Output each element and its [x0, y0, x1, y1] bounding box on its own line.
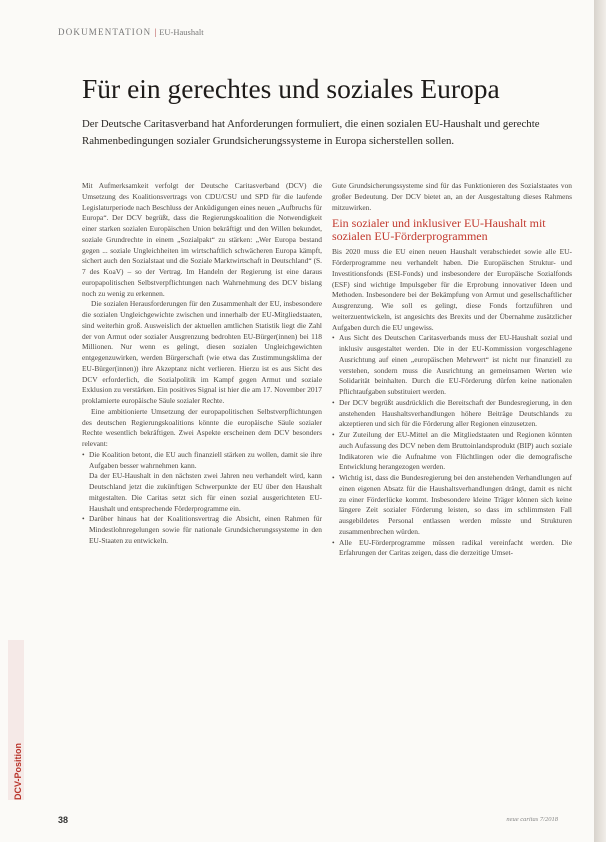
list-item-continuation: Da der EU-Haushalt in den nächsten zwei Jahren neu verhandelt wird, kann Deutschland jetzt die zukünftigen Schwerpunkte der EU über den Haushalt mitgestalten. Die Caritas setzt sich für einen sozial ausgerichteten EU-Haushalt und entsprechende Förderprogramme ein. — [89, 471, 322, 513]
page-number: 38 — [58, 815, 69, 825]
body-paragraph: Eine ambitionierte Umsetzung der europapolitischen Selbstverpflichtungen des deutschen Regierungskoalitions könnte die europäische Säule sozialer Rechte wesentlich bekräftigen. Zwei Aspekte erscheinen dem DCV besonders relevant: — [82, 406, 322, 448]
lead-paragraph: Der Deutsche Caritasverband hat Anforderungen formuliert, die einen sozialen EU-Haushalt und gerechte Rahmenbedingungen sozialer Grundsicherungssysteme in Europa sicherstellen sollen. — [82, 118, 540, 147]
header-separator: | — [154, 27, 157, 37]
page-title: Für ein gerechtes und soziales Europa — [82, 73, 500, 104]
left-column — [82, 181, 322, 547]
list-item: • Der DCV begrüßt ausdrücklich die Bereitschaft der Bundesregierung, in den anstehenden Haushaltsverhandlungen höhere Beiträge Deutschlands zu akzeptieren und sich für die Förderung aller Regionen einzusetzen. — [332, 398, 572, 430]
page-gutter — [594, 0, 606, 842]
bullet-list — [82, 450, 322, 472]
body-paragraph: Gute Grundsicherungssysteme sind für das Funktionieren des Sozialstaates von großer Bedeutung. Der DCV bietet an, an der Ausgestaltung dieses Rahmens mitzuwirken. — [332, 181, 572, 212]
bullet-list — [332, 333, 572, 559]
list-item: • Darüber hinaus hat der Koalitionsvertrag die Absicht, einen Rahmen für Mindestlohnregelungen sowie für nationale Grundsicherungssysteme in den EU-Staaten zu entwickeln. — [82, 514, 322, 546]
side-tab-label: DCV-Position — [13, 742, 23, 800]
list-item: • Wichtig ist, dass die Bundesregierung bei den anstehenden Verhandlungen auf einen eigenen Absatz für die Haushaltsverhandlungen drängt, damit es nicht zu einer Förderlücke kommt. Insbesondere kleine Träger können sich keine längere Zeit sozialer Förderung leisten, so dass im schlimmsten Fall ausgebildetes Personal entlassen werden müsste und Strukturen zusammenbrechen würden. — [332, 473, 572, 538]
body-paragraph: Die sozialen Herausforderungen für den Zusammenhalt der EU, insbesondere die sozialen Ungleichgewichte zwischen und innerhalb der EU-Mitgliedstaaten, sind weiterhin groß. Ausweislich der aktuellen amtlichen Statistik liegt die Zahl der von Armut oder sozialer Ausgrenzung bedrohten EU-Bürger(innen) bei 118 Millionen. Nur wenn es gelingt, diesen sozialen Ungleichgewichten entgegenzuwirken, werden Bürgerschaft (wie etwa das Zustimmungsklima der EU-Bürger(innen)) ihre Akzeptanz nicht verlieren. Hierzu ist es aus Sicht des DCV erforderlich, die Sozialpolitik im Kampf gegen Armut und soziale Exklusion zu verstärken. Ein positives Signal ist hier die am 17. November 2017 proklamierte europäische Säule sozialer Rechte. — [82, 299, 322, 405]
list-item: • Alle EU-Förderprogramme müssen radikal vereinfacht werden. Die Erfahrungen der Caritas zeigen, dass die derzeitige Umset- — [332, 538, 572, 560]
body-paragraph: Bis 2020 muss die EU einen neuen Haushalt verabschiedet sowie alle EU-Förderprogramme neu verhandelt haben. Die Europäischen Struktur- und Investitionsfonds (ESI-Fonds) und insbesondere der Europäische Sozialfonds (ESF) sind wichtige Impulsgeber für die Erprobung innovativer Ideen und Methoden. Insbesondere bei der Bekämpfung von Armut und gesellschaftlicher Ausgrenzung. Wie soll es gelingt, diese Fonds fortzuführen und weiterzuentwickeln, ist angesichts des Brexits und der Übernahme zusätzlicher Aufgaben durch die EU ungewiss. — [332, 247, 572, 332]
list-item: • Aus Sicht des Deutschen Caritasverbands muss der EU-Haushalt sozial und inklusiv ausgestaltet werden. Die in der EU-Kommission vorgeschlagene Ausrichtung auf einen „europäischen Mehrwert“ ist nicht nur finanziell zu verstehen, sondern muss die Ausrichtung an gemeinsamen Werten wie Solidarität beinhalten. Durch die EU-Förderung dürfen keine nationalen Pflichtaufgaben substituiert werden. — [332, 333, 572, 398]
side-tab — [8, 640, 24, 800]
subsection-label: EU-Haushalt — [159, 27, 204, 37]
body-paragraph: Mit Aufmerksamkeit verfolgt der Deutsche Caritasverband (DCV) die Umsetzung des Koalitionsvertrags von CDU/CSU und SPD für die laufende Legislaturperiode nach Beschluss der Anküdigungen eines neuen „Aufbruchs für Europa“. Der DCV begrüßt, dass die Regierungskoalition die Notwendigkeit einer starken sozialen Europäischen Union bekräftigt und den Willen bekundet, soziale Grundrechte in einem „Sozialpakt“ zu stärken: „Wer Europa bestand gegen ... soziale Ungleichheiten im wirtschaftlich schwächeren Europa kämpft, sichert auch den Sozialstaat und die Soziale Marktwirtschaft in Deutschland“ (S. 7 des KoaV) – so der Vertrag. Im Handeln der Regierung ist eine daraus europapolitischen Selbstverpflichtungen nach Wahrnehmung des DCV bislang noch zu wenig zu erkennen. — [82, 181, 322, 298]
section-heading: Ein sozialer und inklusiver EU-Haushalt mit sozialen EU-Förderprogrammen — [332, 216, 546, 244]
section-label: DOKUMENTATION — [58, 27, 152, 37]
footer-issue: neue caritas 7/2018 — [506, 816, 558, 823]
list-item: • Die Koalition betont, die EU auch finanziell stärken zu wollen, damit sie ihre Aufgaben besser wahrnehmen kann. — [82, 450, 322, 472]
section-header — [58, 27, 204, 37]
bullet-list — [82, 514, 322, 546]
right-column — [332, 181, 572, 559]
list-item: • Zur Zuteilung der EU-Mittel an die Mitgliedstaaten und Regionen könnten auch Aufassung des DCV neben dem Bruttoinlandsprodukt (BIP) auch soziale Indikatoren wie die Aufnahme von Flüchtlingen oder die demografische Entwicklung herangezogen werden. — [332, 430, 572, 473]
